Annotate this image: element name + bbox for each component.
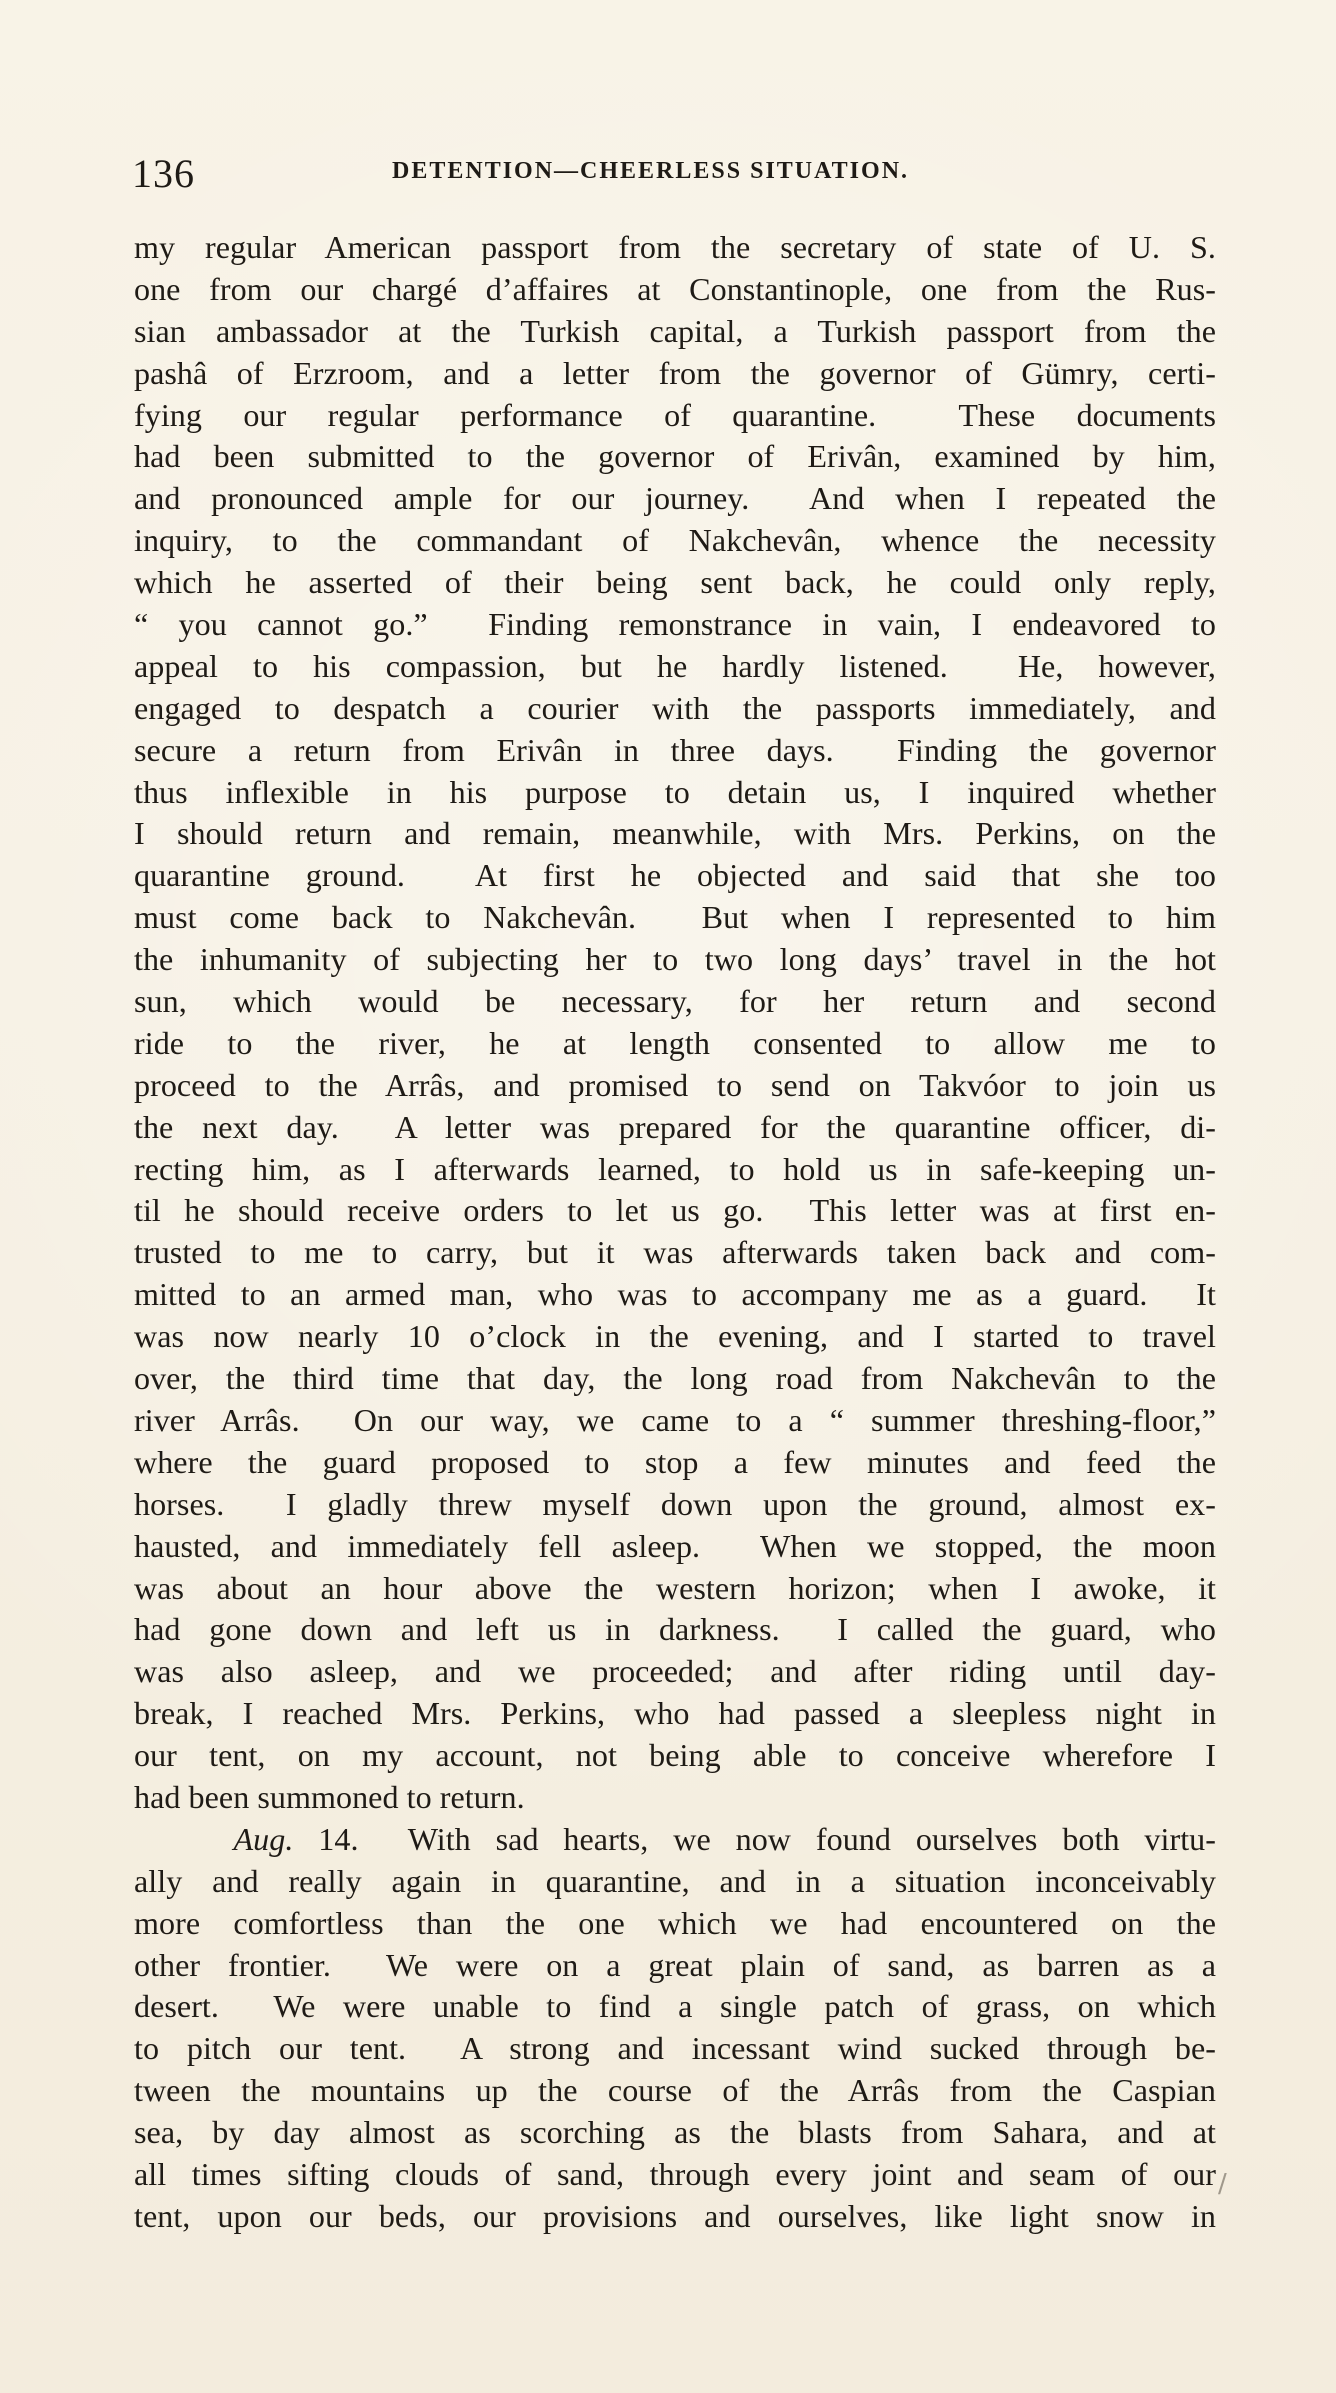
text-line: had gone down and left us in darkness. I called the guard, who — [134, 1611, 1216, 1648]
text-line: the next day. A letter was prepared for the quarantine officer, di- — [134, 1108, 1216, 1145]
text-line: recting him, as I afterwards learned, to hold us in safe-keeping un- — [134, 1150, 1216, 1187]
date-mark: Aug. — [233, 1820, 294, 1857]
text-line: was about an hour above the western horizon; when I awoke, it — [134, 1569, 1216, 1606]
text-line: other frontier. We were on a great plain of sand, as barren as a — [134, 1946, 1216, 1983]
text-line: had been summoned to return. — [134, 1778, 525, 1815]
text-line: to pitch our tent. A strong and incessant wind sucked through be- — [134, 2030, 1216, 2067]
text-line: river Arrâs. On our way, we came to a “ summer threshing-floor,” — [134, 1401, 1216, 1438]
text-line: one from our chargé d’affaires at Constantinople, one from the Rus- — [134, 270, 1216, 307]
text-line: fying our regular performance of quarantine. These documents — [134, 396, 1216, 433]
text-run: 14. With sad hearts, we now found ourselves both virtu- — [293, 1820, 1217, 1857]
paper-mark: / — [1218, 2169, 1227, 2199]
text-line: proceed to the Arrâs, and promised to send on Takvóor to join us — [134, 1066, 1216, 1103]
text-line: appeal to his compassion, but he hardly listened. He, however, — [134, 647, 1216, 684]
text-line: my regular American passport from the secretary of state of U. S. — [134, 229, 1216, 265]
text-line: sun, which would be necessary, for her return and second — [134, 983, 1216, 1020]
text-line: til he should receive orders to let us go. This letter was at first en- — [134, 1192, 1216, 1229]
paragraph-start-line — [134, 1819, 1216, 1861]
text-line: thus inflexible in his purpose to detain us, I inquired whether — [134, 773, 1216, 810]
text-line: horses. I gladly threw myself down upon the ground, almost ex- — [134, 1485, 1216, 1522]
text-line: trusted to me to carry, but it was afterwards taken back and com- — [134, 1234, 1216, 1271]
text-line: over, the third time that day, the long road from Nakchevân to the — [134, 1360, 1216, 1397]
page-number: 136 — [132, 151, 195, 196]
text-line: sian ambassador at the Turkish capital, a Turkish passport from the — [134, 312, 1216, 349]
text-line: more comfortless than the one which we had encountered on the — [134, 1904, 1216, 1941]
text-line: hausted, and immediately fell asleep. When we stopped, the moon — [134, 1527, 1216, 1564]
text-line: tent, upon our beds, our provisions and ourselves, like light snow in — [134, 2197, 1216, 2234]
text-line: quarantine ground. At first he objected and said that she too — [134, 857, 1216, 894]
text-line: must come back to Nakchevân. But when I represented to him — [134, 899, 1216, 936]
text-line: pashâ of Erzroom, and a letter from the governor of Gümry, certi- — [134, 354, 1216, 391]
page-header — [132, 150, 1207, 200]
text-line: ally and really again in quarantine, and in a situation inconceivably — [134, 1862, 1216, 1899]
text-line: sea, by day almost as scorching as the blasts from Sahara, and at — [134, 2114, 1216, 2151]
text-line: our tent, on my account, not being able to conceive wherefore I — [134, 1737, 1216, 1774]
body-text — [134, 227, 1216, 2238]
text-line: where the guard proposed to stop a few minutes and feed the — [134, 1443, 1216, 1480]
text-line: inquiry, to the commandant of Nakchevân, whence the necessity — [134, 522, 1216, 559]
text-line: ride to the river, he at length consented to allow me to — [134, 1024, 1216, 1061]
text-line: engaged to despatch a courier with the passports immediately, and — [134, 689, 1216, 726]
text-line: tween the mountains up the course of the Arrâs from the Caspian — [134, 2072, 1216, 2109]
text-line: break, I reached Mrs. Perkins, who had passed a sleepless night in — [134, 1695, 1216, 1732]
text-line: secure a return from Erivân in three days. Finding the governor — [134, 731, 1216, 768]
text-line: I should return and remain, meanwhile, with Mrs. Perkins, on the — [134, 815, 1216, 852]
running-head: DETENTION—CHEERLESS SITUATION. — [392, 158, 910, 184]
text-line: which he asserted of their being sent back, he could only reply, — [134, 564, 1216, 601]
text-line: and pronounced ample for our journey. And when I repeated the — [134, 480, 1216, 517]
text-line: had been submitted to the governor of Erivân, examined by him, — [134, 438, 1216, 475]
text-line: the inhumanity of subjecting her to two long days’ travel in the hot — [134, 941, 1216, 978]
text-line: desert. We were unable to find a single patch of grass, on which — [134, 1988, 1216, 2025]
text-line: was also asleep, and we proceeded; and after riding until day- — [134, 1653, 1216, 1690]
text-line: mitted to an armed man, who was to accompany me as a guard. It — [134, 1276, 1216, 1313]
text-line: all times sifting clouds of sand, through every joint and seam of our — [134, 2155, 1216, 2192]
text-line: was now nearly 10 o’clock in the evening, and I started to travel — [134, 1318, 1216, 1355]
text-line: “ you cannot go.” Finding remonstrance in vain, I endeavored to — [134, 606, 1216, 643]
